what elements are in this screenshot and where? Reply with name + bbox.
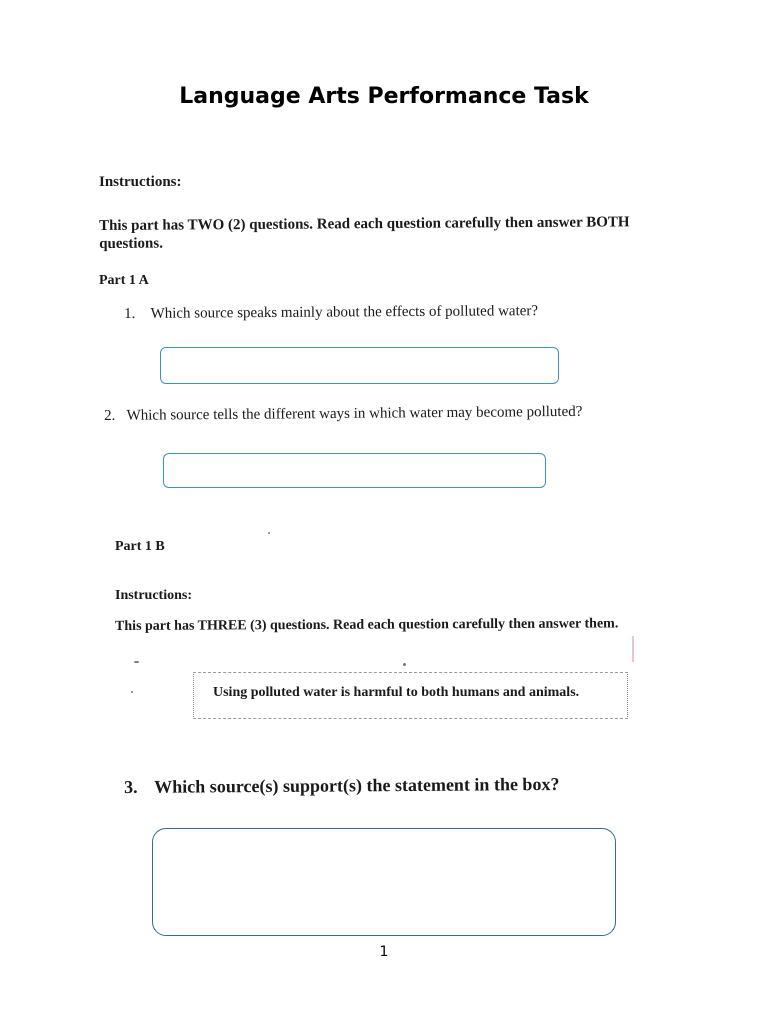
page-number: 1	[379, 944, 389, 960]
scan-speck	[268, 532, 270, 534]
instructions-heading-part-b: Instructions:	[115, 588, 193, 603]
part-1b-label: Part 1 B	[115, 539, 165, 554]
answer-box-question-1[interactable]	[160, 347, 559, 384]
question-2-number: 2.	[104, 407, 116, 424]
statement-box	[193, 672, 628, 719]
scan-mark	[632, 636, 634, 662]
question-3-text: Which source(s) support(s) the statement in the box?	[154, 773, 560, 797]
question-3-number: 3.	[124, 776, 138, 797]
instructions-text-part-a	[99, 214, 699, 253]
part-1a-label: Part 1 A	[99, 273, 149, 288]
scan-speck	[134, 661, 139, 663]
question-3	[124, 774, 559, 798]
statement-text: Using polluted water is harmful to both humans and animals.	[213, 685, 580, 700]
instructions-line-1: This part has TWO (2) questions. Read each question carefully then answer BOTH	[99, 214, 630, 234]
question-2-text: Which source tells the different ways in which water may become polluted?	[126, 403, 583, 424]
answer-box-question-3[interactable]	[152, 828, 616, 936]
answer-box-question-2[interactable]	[163, 453, 546, 488]
question-1	[124, 303, 538, 323]
question-1-text: Which source speaks mainly about the effects of polluted water?	[150, 303, 539, 322]
question-2	[104, 404, 582, 425]
instructions-text-part-b: This part has THREE (3) questions. Read each question carefully then answer them.	[115, 616, 619, 634]
scan-speck	[403, 663, 406, 666]
page-title: Language Arts Performance Task	[179, 84, 589, 109]
question-1-number: 1.	[124, 305, 136, 322]
instructions-heading-part-a: Instructions:	[99, 174, 182, 190]
instructions-line-2: questions.	[99, 235, 164, 252]
scan-speck	[131, 691, 133, 693]
